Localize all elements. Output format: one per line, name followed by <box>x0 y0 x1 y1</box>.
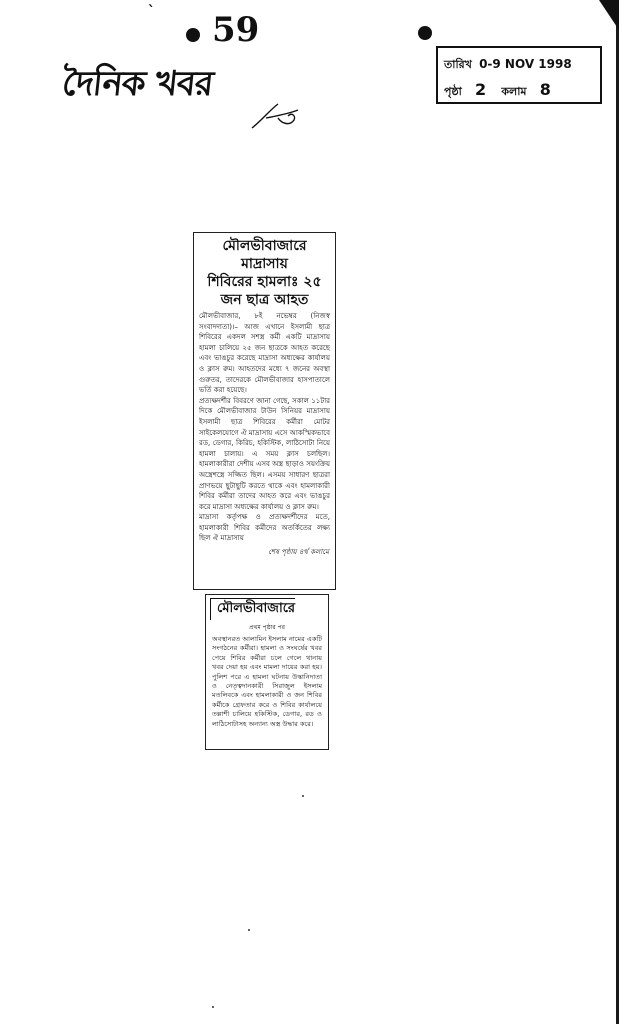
punch-hole-right-icon <box>418 26 432 40</box>
continuation-text: অবস্থানরত আলামিন ইসলাম নামের একটি সংগঠনের কর্মীরা। হামলা ও সংঘর্ষের খবর পেয়ে শিবির কর্মীরা চলে গেলে থানায় খবর দেয়া হয় এবং মামলা দায়ের করা হয়। পুলিশ পরে এ হামলা ঘটনায় উস্কানিদাতা ও নেতৃত্বদানকারী সিরাজুল ইসলাম মতলিবকে এবং হামলাকারী ও জন শিবির কর্মীকে গ্রেফতার করে ও শিবির কার্যালয়ে তল্লাশী চালিয়ে হকিস্টিক, ডেগার, রড ও লাঠিসোটাসহ অন্যান্য অস্ত্র উদ্ধার করে। <box>212 635 322 728</box>
stamp-column-label: কলাম <box>501 85 527 98</box>
article-paragraph: প্রত্যক্ষদর্শীর বিবরণে জানা গেছে, সকাল ১১টার দিকে মৌলভীবাজার টাউন সিনিয়র মাদ্রাসায় ইসলামী ছাত্র শিবিরের কর্মীরা মোটর সাইকেলযোগে ঐ মাদ্রাসায় এসে আকস্মিকভাবে রড, ডেগার, কিরিচ, হকিস্টিক, লাঠিসোটা নিয়ে হামলা চালায়। এ সময় ক্লাস চলছিল। হামলাকারীরা দেশীয় এসব অস্ত্র ছাড়াও সয়ংক্রিয় অস্ত্রেশস্ত্রে সজ্জিত ছিল। এসময় সাধারণ ছাত্ররা প্রাণভয়ে ছুটাছুটি করতে থাকে এবং হামলাকারী শিবির কর্মীরা তাদের আহত করে এবং ভাঙচুর করে মাদ্রাসা অধ্যক্ষের কার্যালয় ও ক্লাস রুম। <box>199 396 330 511</box>
headline-line-1: মৌলভীবাজারে মাদ্রাসায় <box>222 238 307 272</box>
news-clipping <box>193 232 336 590</box>
article-paragraph: মাদ্রাসা কর্তৃপক্ষ ও প্রত্যক্ষদর্শীদের মতে, হামলাকারী শিবির কর্মীদের অতর্কিতের লক্ষ্য ছিল ঐ মাদ্রাসায় <box>199 513 330 543</box>
date-stamp <box>436 46 602 104</box>
stamp-date-value: 0-9 NOV 1998 <box>479 57 572 71</box>
stamp-page-label: পৃষ্ঠা <box>444 85 462 98</box>
continuation-clipping <box>205 594 329 750</box>
stamp-date-label: তারিখ <box>444 58 472 71</box>
page-number: 59 <box>212 10 260 50</box>
signature-mark-icon <box>248 98 308 132</box>
stamp-page-value: 2 <box>475 80 487 99</box>
punch-hole-left-icon <box>186 28 200 42</box>
continuation-title: মৌলভীবাজারে <box>210 598 295 620</box>
article-paragraph: মৌলভীবাজার, ৮ই নভেম্বর (নিজস্ব সংবাদদাতা)।– আজ এখানে ইসলামী ছাত্র শিবিরের একদল সশস্ত্র কর্মী একটি মাদ্রাসায় হামলা চালিয়ে ২৫ জন ছাত্রকে আহত করেছে এবং ভাঙচুর করেছে মাদ্রাসা অধ্যক্ষের কার্যালয় ও ক্লাস রুম। আহতদের মধ্যে ৭ জনের অবস্থা গুরুতর, তাদেরকে মৌলভীবাজার হাসপাতালে ভর্তি করা হয়েছে। <box>199 312 330 395</box>
speck <box>248 929 250 931</box>
headline-line-3: জন ছাত্র আহত <box>220 292 309 308</box>
page-corner <box>599 0 619 30</box>
stamp-column-value: 8 <box>539 80 551 99</box>
corner-mark: ` <box>148 4 155 20</box>
newspaper-masthead: দৈনিক খবর <box>60 64 215 104</box>
continued-note: শেষ পৃষ্ঠায় ৪র্থ কলামে <box>268 548 329 557</box>
headline-line-2: শিবিরের হামলাঃ ২৫ <box>207 274 322 290</box>
clipping-headline <box>197 237 332 309</box>
speck <box>212 1006 214 1008</box>
speck <box>302 795 304 797</box>
continuation-from-note: প্রথম পৃষ্ঠার পর <box>249 624 285 631</box>
